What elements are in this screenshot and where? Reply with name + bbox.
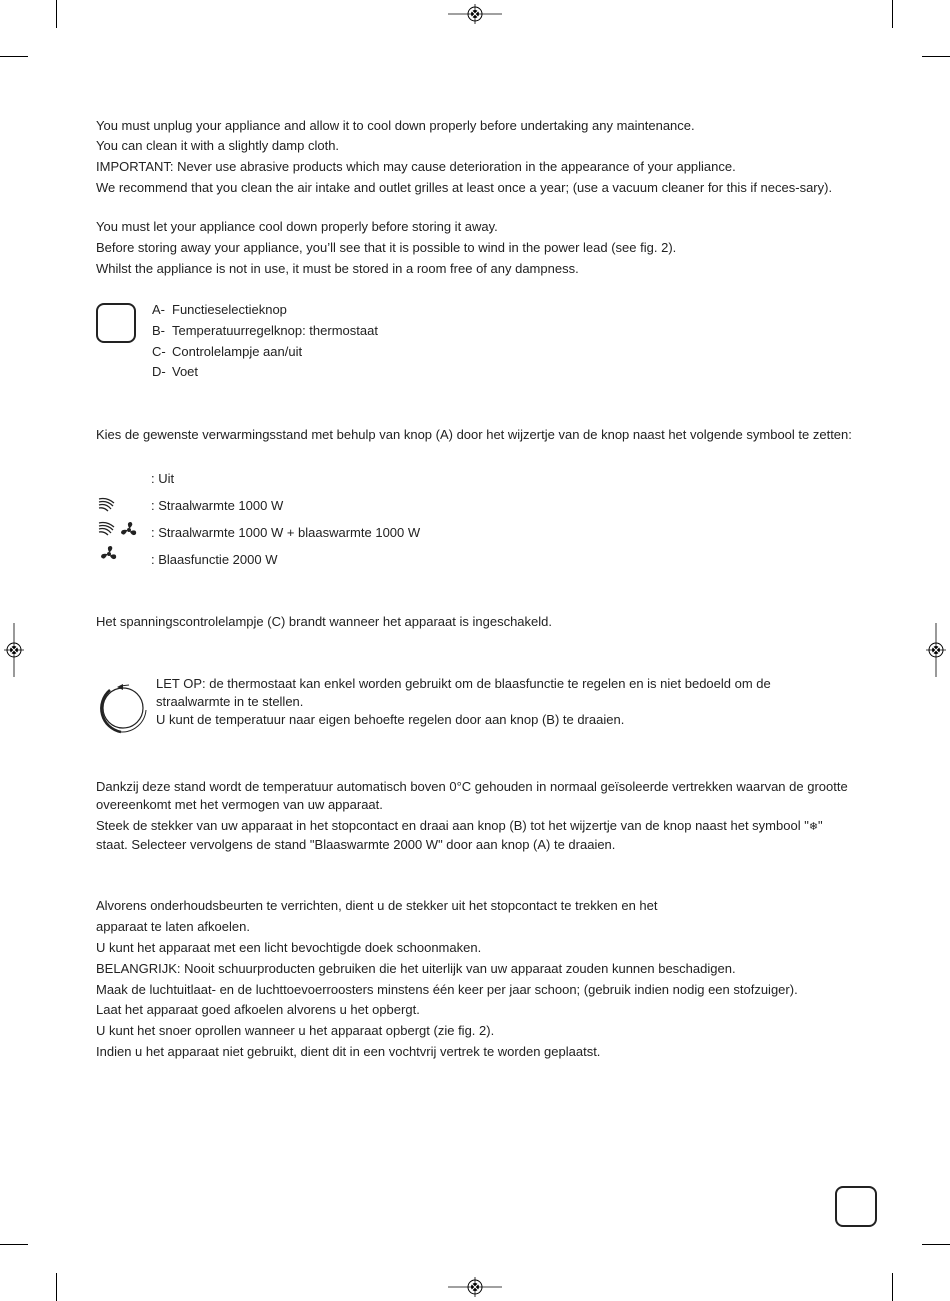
mode-label-fan: : Blaasfunctie 2000 W xyxy=(151,552,278,567)
crop-mark xyxy=(0,56,28,57)
maintenance-en-line: You can clean it with a slightly damp cloth. xyxy=(96,138,340,153)
maintenance-en-line: IMPORTANT: Never use abrasive products which may cause deterioration in the appearance of your appliance. xyxy=(96,159,736,174)
part-letter: A- xyxy=(152,302,165,317)
registration-mark-icon xyxy=(926,623,946,677)
maintenance-nl-line: U kunt het apparaat met een licht bevochtigde doek schoonmaken. xyxy=(96,940,482,955)
mode-intro: Kies de gewenste verwarmingsstand met behulp van knop (A) door het wijzertje van de knop naast het volgende symbool te zetten: xyxy=(96,427,852,442)
maintenance-nl-line: BELANGRIJK: Nooit schuurproducten gebruiken die het uiterlijk van uw apparaat zouden kunnen beschadigen. xyxy=(96,961,736,976)
part-label: Temperatuurregelknop: thermostaat xyxy=(172,323,378,338)
registration-mark-icon xyxy=(448,1277,502,1297)
crop-mark xyxy=(892,0,893,28)
maintenance-nl-line: U kunt het snoer oprollen wanneer u het apparaat opbergt (zie fig. 2). xyxy=(96,1023,495,1038)
crop-mark xyxy=(0,1244,28,1245)
maintenance-nl-line: Alvorens onderhoudsbeurten te verrichten, dient u de stekker uit het stopcontact te trekken en het xyxy=(96,898,658,913)
indicator-text: Het spanningscontrolelampje (C) brandt wanneer het apparaat is ingeschakeld. xyxy=(96,614,552,629)
mode-label-radiant-fan: : Straalwarmte 1000 W + blaaswarmte 1000 W xyxy=(151,525,421,540)
frost-symbol-icon: ❄ xyxy=(808,820,819,833)
crop-mark xyxy=(922,1244,950,1245)
mode-label-off: : Uit xyxy=(151,471,175,486)
mode-label-radiant: : Straalwarmte 1000 W xyxy=(151,498,284,513)
part-letter: C- xyxy=(152,344,166,359)
crop-mark xyxy=(922,56,950,57)
registration-mark-icon xyxy=(448,4,502,24)
maintenance-en-line: We recommend that you clean the air intake and outlet grilles at least once a year; (use a vacuum cleaner for this if neces-sary). xyxy=(96,180,833,195)
radiant-heat-icon xyxy=(98,496,120,512)
part-label: Functieselectieknop xyxy=(172,302,287,317)
frost-paragraph: Dankzij deze stand wordt de temperatuur automatisch boven 0°C gehouden in normaal geïsoleerde vertrekken waarvan de grootte overeenkomt met het vermogen van uw apparaat. xyxy=(96,779,848,812)
page-number-box xyxy=(835,1186,877,1227)
maintenance-nl-line: Indien u het apparaat niet gebruikt, dient dit in een vochtvrij vertrek te worden geplaatst. xyxy=(96,1044,601,1059)
frost-instruction-text: Steek de stekker van uw apparaat in het stopcontact en draai aan knop (B) tot het wijzertje van de knop naast het symbool " xyxy=(96,818,809,833)
part-label: Controlelampje aan/uit xyxy=(172,344,303,359)
maintenance-en-line: Whilst the appliance is not in use, it must be stored in a room free of any dampness. xyxy=(96,261,579,276)
maintenance-en-line: You must let your appliance cool down properly before storing it away. xyxy=(96,219,498,234)
maintenance-nl-line: Maak de luchtuitlaat- en de luchttoevoerroosters minstens één keer per jaar schoon; (gebruik indien nodig een stofzuiger). xyxy=(96,982,798,997)
frost-instruction-text: " staat. Selecteer vervolgens de stand "Blaaswarmte 2000 W" door aan knop (A) te draaien. xyxy=(96,818,823,852)
figure-placeholder-box xyxy=(96,303,136,343)
part-letter: D- xyxy=(152,364,166,379)
registration-mark-icon xyxy=(4,623,24,677)
thermostat-dial-icon xyxy=(96,680,152,736)
thermostat-instruction: U kunt de temperatuur naar eigen behoefte regelen door aan knop (B) te draaien. xyxy=(156,712,625,727)
part-letter: B- xyxy=(152,323,165,338)
maintenance-nl-line: apparaat te laten afkoelen. xyxy=(96,919,250,934)
part-label: Voet xyxy=(172,364,199,379)
crop-mark xyxy=(56,1273,57,1301)
maintenance-nl-line: Laat het apparaat goed afkoelen alvorens u het opbergt. xyxy=(96,1002,420,1017)
thermostat-note: LET OP: de thermostaat kan enkel worden gebruikt om de blaasfunctie te regelen en is niet bedoeld om de straalwarmte in te stellen. xyxy=(156,676,771,709)
fan-icon xyxy=(120,521,138,539)
maintenance-en-line: You must unplug your appliance and allow it to cool down properly before undertaking any maintenance. xyxy=(96,118,695,133)
radiant-heat-icon xyxy=(98,520,120,536)
fan-icon xyxy=(100,545,118,563)
crop-mark xyxy=(892,1273,893,1301)
crop-mark xyxy=(56,0,57,28)
maintenance-en-line: Before storing away your appliance, you’ll see that it is possible to wind in the power lead (see fig. 2). xyxy=(96,240,677,255)
frost-instruction xyxy=(96,817,856,854)
